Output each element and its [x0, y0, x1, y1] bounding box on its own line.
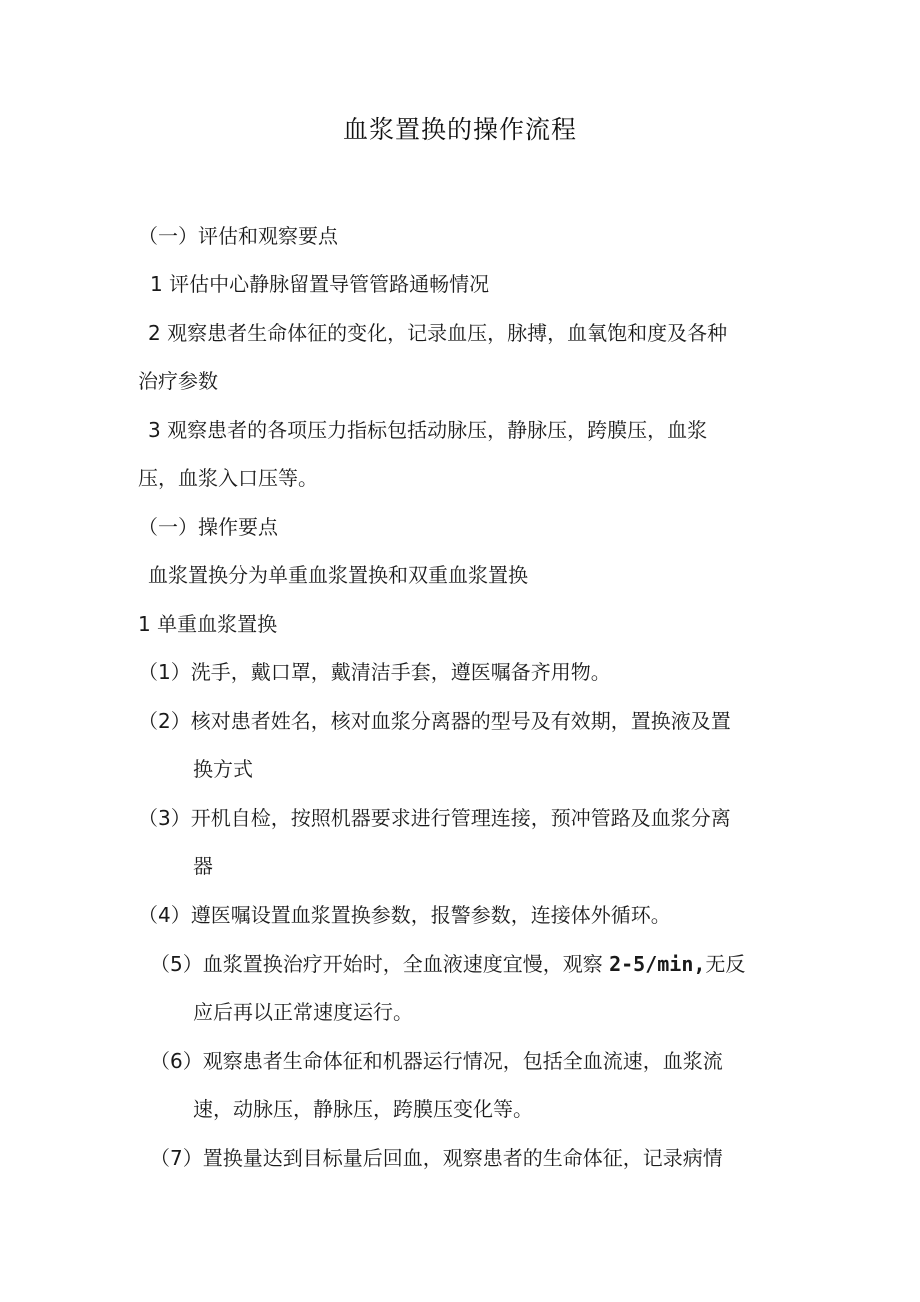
step-6-cont: 速，动脉压，静脉压，跨膜压变化等。: [193, 1097, 533, 1121]
step-5-text: （5）血浆置换治疗开始时，全血液速度宜慢，观察: [150, 952, 610, 976]
step-5-tail: 无反: [705, 952, 746, 976]
step-2-cont: 换方式: [193, 757, 253, 781]
step-5: [150, 948, 745, 977]
single-exchange-heading: 1 单重血浆置换: [138, 612, 278, 636]
step-1: （1）洗手，戴口罩，戴清洁手套，遵医嘱备齐用物。: [138, 660, 611, 684]
step-5-cont: 应后再以正常速度运行。: [193, 1000, 413, 1024]
step-6: （6）观察患者生命体征和机器运行情况，包括全血流速，血浆流: [150, 1049, 723, 1073]
assessment-heading: （一）评估和观察要点: [138, 224, 338, 248]
step-4: （4）遵医嘱设置血浆置换参数，报警参数，连接体外循环。: [138, 903, 671, 927]
operation-heading: （一）操作要点: [138, 515, 278, 539]
step-3-cont: 器: [193, 854, 213, 878]
step-2: （2）核对患者姓名，核对血浆分离器的型号及有效期，置换液及置: [138, 709, 731, 733]
assessment-item-3: 3 观察患者的各项压力指标包括动脉压，静脉压，跨膜压，血浆: [148, 418, 708, 442]
step-5-rate: 2-5/min,: [609, 952, 706, 976]
assessment-item-3-cont: 压，血浆入口压等。: [138, 466, 318, 490]
page-title: 血浆置换的操作流程: [342, 115, 577, 144]
assessment-item-2-cont: 治疗参数: [138, 369, 218, 393]
operation-intro: 血浆置换分为单重血浆置换和双重血浆置换: [148, 563, 528, 587]
assessment-item-2: 2 观察患者生命体征的变化，记录血压，脉搏，血氧饱和度及各种: [148, 321, 728, 345]
step-3: （3）开机自检，按照机器要求进行管理连接，预冲管路及血浆分离: [138, 806, 731, 830]
assessment-item-1: 1 评估中心静脉留置导管管路通畅情况: [150, 272, 490, 296]
step-7: （7）置换量达到目标量后回血，观察患者的生命体征，记录病情: [150, 1146, 723, 1170]
